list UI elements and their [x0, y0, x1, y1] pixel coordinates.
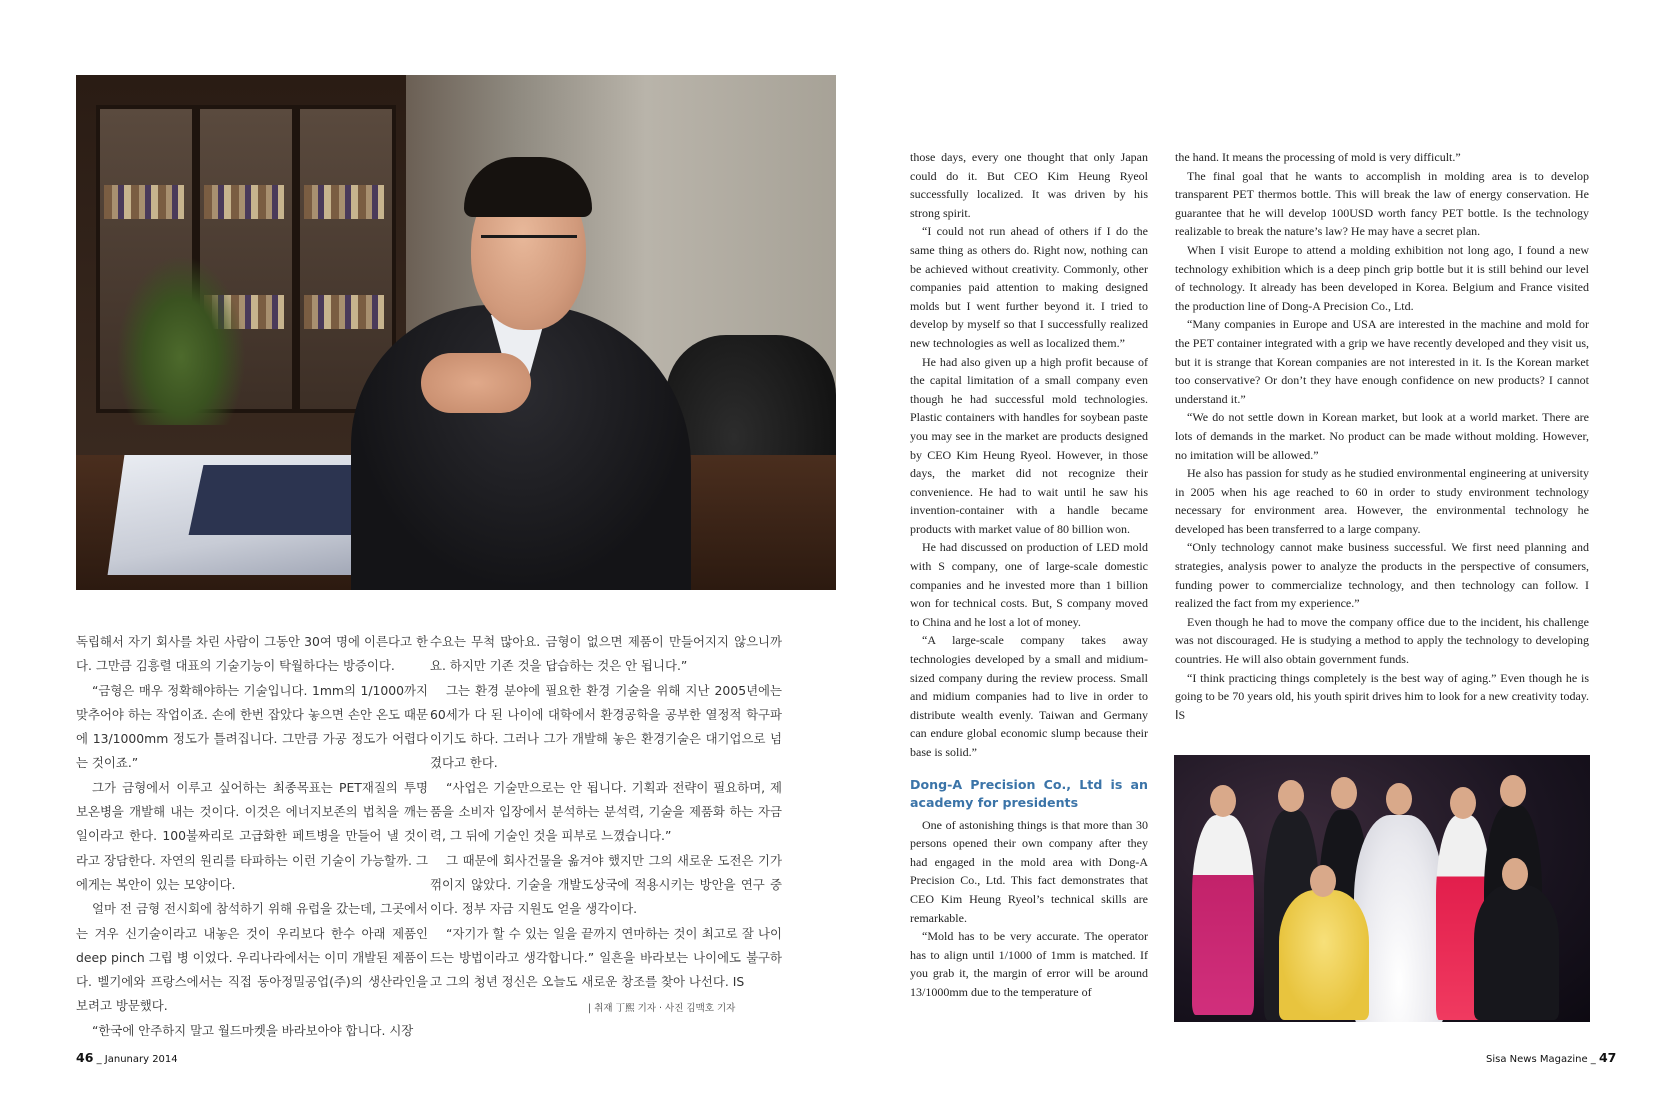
paragraph: 얼마 전 금형 전시회에 참석하기 위해 유럽을 갔는데, 그곳에서는 겨우 신기술이라고 내놓은 것이 우리보다 한수 아래 제품인 deep pinch 그립 병 이었다. 우리나라에서는 이미 개발된 제품이다. 벨기에와 프랑스에서는 직접 동아정밀공업(주)의 생산라인을 보려고 방문했다.: [76, 901, 428, 1014]
paragraph: 수요는 무척 많아요. 금형이 없으면 제품이 만들어지지 않으니까요. 하지만 기존 것을 답습하는 것은 안 됩니다.”: [430, 634, 782, 674]
paragraph: 그는 환경 분야에 필요한 환경 기술을 위해 지난 2005년에는 60세가 다 된 나이에 대학에서 환경공학을 공부한 열정적 학구파이기도 하다. 그러나 그가 개발해 놓은 환경기술은 대기업으로 넘겼다고 한다.: [430, 682, 782, 771]
paragraph: Even though he had to move the company office due to the incident, his challenge was not discouraged. He is studying a method to apply the technology to developing countries. He will also obtain government funds.: [1175, 614, 1589, 667]
paragraph: The final goal that he wants to accomplish in molding area is to develop transparent PET thermos bottle. This will break the law of energy conservation. He guarantee that he will develop 100USD worth fancy PET bottle. Is the technology realizable to break the nature’s law? He may have a secret plan.: [1175, 168, 1589, 239]
paragraph: “We do not settle down in Korean market, but look at a world market. There are lots of demands in the market. No product can be made without molding. However, no imitation will be allowed.”: [1175, 410, 1589, 462]
paragraph: those days, every one thought that only Japan could do it. But CEO Kim Heung Ryeol successfully localized. It was driven by his strong spirit.: [910, 150, 1148, 220]
paragraph: He also has passion for study as he studied environmental engineering at university in 2005 when his age reached to 60 in order to study environment technology necessary for environment area. However, the environmental technology he developed has been transferred to a large company.: [1175, 466, 1589, 536]
english-column-2: [1175, 148, 1589, 724]
paragraph: 그 때문에 회사건물을 옮겨야 했지만 그의 새로운 도전은 기가 꺾이지 않았다. 기술을 개발도상국에 적용시키는 방안을 연구 중이다. 정부 자금 지원도 얻을 생각이다.: [430, 852, 782, 917]
page-number: 47: [1598, 1050, 1617, 1065]
magazine-name: Sisa News Magazine _: [1486, 1054, 1596, 1065]
paragraph: “I think practicing things completely is the best way of aging.” Even though he is going to be 70 years old, his youth spirit drives him to look for a new creativity today. ⅠS: [1175, 670, 1589, 722]
potted-plant: [116, 255, 246, 425]
ceo-portrait-photo: [76, 75, 836, 590]
paragraph: One of astonishing things is that more than 30 persons opened their own company after they had engaged in the mold area with Dong-A Precision Co., Ltd. This fact demonstrates that CEO Kim Heung Ryeol’s technical skills are remarkable.: [910, 817, 1148, 925]
paragraph: the hand. It means the processing of mold is very difficult.”: [1175, 150, 1461, 164]
page-number-left: [76, 1050, 178, 1065]
paragraph: “I could not run ahead of others if I do the same thing as others do. Right now, nothing can be achieved without creativity. Commonly, other companies paid attention to making designed molds but I went further beyond it. I tried to develop by myself so that I successfully realized new technologies as well as localized them.”: [910, 224, 1148, 350]
korean-column-2: [430, 630, 782, 994]
glasses: [481, 235, 577, 262]
paragraph: 그가 금형에서 이루고 싶어하는 최종목표는 PET재질의 투명 보온병을 개발해 내는 것이다. 이것은 에너지보존의 법칙을 깨는 일이라고 한다. 100불짜리로 고급화한 페트병을 만들어 낼 것이라고 장담한다. 자연의 원리를 타파하는 이런 기술이 가능할까. 그에게는 복안이 있는 모양이다.: [76, 779, 428, 892]
page-number-right: [1486, 1050, 1616, 1065]
clasped-hands: [421, 353, 531, 413]
paragraph: When I visit Europe to attend a molding exhibition not long ago, I found a new technology exhibition which is a deep pinch grip bottle but it is still behind our level of technology. It already has been developed in Korea. Belgium and France visited the production line of Dong-A Precision Co., Ltd.: [1175, 242, 1589, 313]
page-number: 46: [76, 1050, 94, 1065]
english-column-1: [910, 148, 1148, 1002]
paragraph: “Only technology cannot make business successful. We first need planning and strategies, analysis power to analyze the products in the perspective of consumers, funding power to commercialize technology, and then technology can follow. I realized the fact from my experience.”: [1175, 540, 1589, 611]
paragraph: “Many companies in Europe and USA are interested in the machine and mold for the PET container integrated with a grip we have recently developed and they visit us, but it is strange that Korean companies are not interested in it. Is the Korean market too conservative? Or don’t they have enough confidence on new products? I cannot understand it.”: [1175, 317, 1589, 406]
paragraph: “사업은 기술만으로는 안 됩니다. 기획과 전략이 필요하며, 제품을 소비자 입장에서 분석하는 분석력, 기술을 제품화 하는 자금력, 그 뒤에 기술인 것을 피부로 느꼈습니다.”: [430, 779, 782, 844]
paragraph: “금형은 매우 정확해야하는 기술입니다. 1mm의 1/1000까지 맞추어야 하는 작업이죠. 손에 한번 잡았다 놓으면 손안 온도 때문에 13/1000mm 정도가 틀려집니다. 그만큼 가공 정도가 어렵다는 것이죠.”: [76, 682, 428, 771]
korean-column-1: [76, 630, 428, 1043]
photo-credit: | 취재 丁熙 기자 · 사진 김맥호 기자: [588, 1003, 736, 1014]
paragraph: “A large-scale company takes away technologies developed by a small and midium-sized company during the review process. Small and midium companies had to live in order to distribute wealth evenly. Taiwan and Germany can endure global economic slump because their base is solid.”: [910, 633, 1148, 759]
family-wedding-photo: [1174, 755, 1590, 1022]
section-subheading: Dong-A Precision Co., Ltd is an academy for presidents: [910, 776, 1148, 810]
paragraph: He had discussed on production of LED mold with S company, one of large-scale domestic companies and he invested more than 1 billion won for technical costs. But, S company moved to China and he lost a lot of money.: [910, 540, 1148, 629]
paragraph: “한국에 안주하지 말고 월드마켓을 바라보아야 합니다. 시장: [92, 1022, 414, 1038]
paragraph: “자기가 할 수 있는 일을 끝까지 연마하는 것이 최고로 잘 나이 드는 방법이라고 생각합니다.” 일흔을 바라보는 나이에도 불구하고 그의 청년 정신은 오늘도 새로운 창조를 찾아 나선다. ⅠS: [430, 925, 782, 990]
paragraph: He had also given up a high profit because of the capital limitation of a small company even though he had successful mold technologies. Plastic containers with handles for soybean paste you may see in the market are products designed by CEO Kim Heung Ryeol. However, in those days, the market did not recognize their convenience. He had to wait until he saw his invention-container with a handle became products with market value of 80 billion won.: [910, 354, 1148, 536]
paragraph: 독립해서 자기 회사를 차린 사람이 그동안 30여 명에 이른다고 한다. 그만큼 김흥렬 대표의 기술기능이 탁월하다는 방증이다.: [76, 634, 428, 674]
issue-date: _ Janunary 2014: [96, 1054, 178, 1065]
paragraph: “Mold has to be very accurate. The operator has to align until 1/1000 of 1mm is matched. If you grab it, the margin of error will be around 13/1000mm due to the temperature of: [910, 929, 1148, 999]
